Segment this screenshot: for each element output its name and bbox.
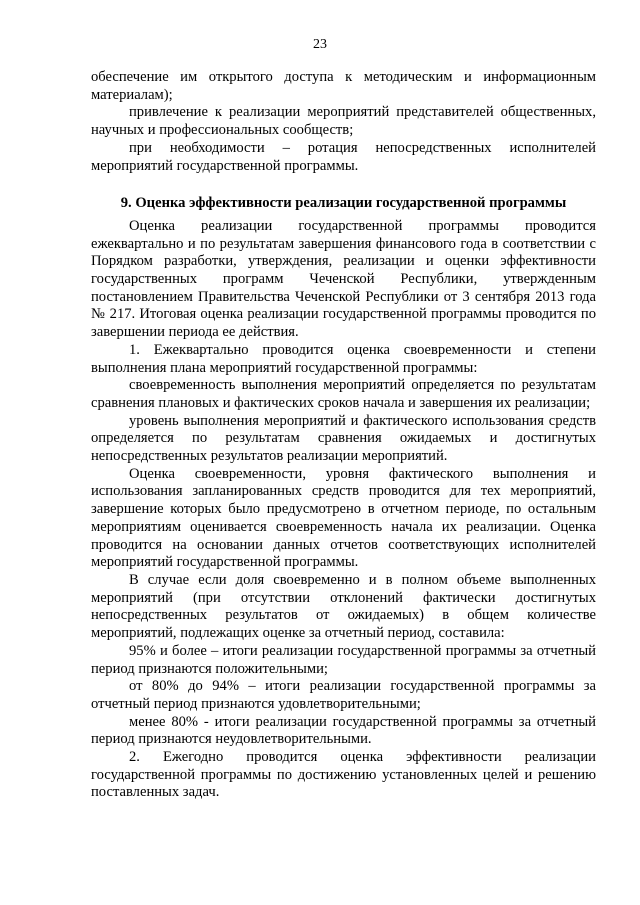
- page-number: 23: [313, 37, 327, 52]
- paragraph-evaluation-scope: Оценка своевременности, уровня фактического выполнения и использования запланированных средств проводится для тех мероприятий, завершение которых было предусмотрено в отчетном периоде, по остальным мероприятиям оценивается своевременность начала их реализации. Оценка проводится на основании данных отчетов соответствующих исполнителей мероприятий государственной программы.: [91, 465, 596, 571]
- paragraph-community-involvement: привлечение к реализации мероприятий представителей общественных, научных и профессиональных сообществ;: [91, 104, 596, 139]
- paragraph-completion-share: В случае если доля своевременно и в полном объеме выполненных мероприятий (при отсутствии отклонений фактически достигнутых непосредственных результатов от ожидаемых) в общем количестве мероприятий, подлежащих оценке за отчетный период, составила:: [91, 571, 596, 642]
- paragraph-positive-result: 95% и более – итоги реализации государственной программы за отчетный период признаются положительными;: [91, 642, 596, 677]
- paragraph-satisfactory-result: от 80% до 94% – итоги реализации государственной программы за отчетный период признаются удовлетворительными;: [91, 678, 596, 712]
- page-body: [91, 69, 596, 802]
- paragraph-annual-evaluation: 2. Ежегодно проводится оценка эффективности реализации государственной программы по достижению установленных целей и решению поставленных задач.: [91, 749, 596, 801]
- section-heading: 9. Оценка эффективности реализации государственной программы: [120, 195, 567, 212]
- paragraph-quarterly-evaluation: 1. Ежеквартально проводится оценка своевременности и степени выполнения плана мероприятий государственной программы:: [91, 341, 596, 376]
- paragraph-access-materials: обеспечение им открытого доступа к методическим и информационным материалам);: [91, 69, 596, 103]
- paragraph-executor-rotation: при необходимости – ротация непосредственных исполнителей мероприятий государственной программы.: [91, 139, 596, 174]
- paragraph-timeliness: своевременность выполнения мероприятий определяется по результатам сравнения плановых и фактических сроков начала и завершения их реализации;: [91, 377, 596, 411]
- paragraph-funds-usage: уровень выполнения мероприятий и фактического использования средств определяется по результатам сравнения ожидаемых и достигнутых непосредственных результатов реализации мероприятий.: [91, 412, 596, 465]
- paragraph-unsatisfactory-result: менее 80% - итоги реализации государственной программы за отчетный период признаются неудовлетворительными.: [91, 713, 596, 748]
- paragraph-evaluation-overview: Оценка реализации государственной программы проводится ежеквартально и по результатам завершения финансового года в соответствии с Порядком разработки, утверждения, реализации и оценки эффективности государственных программ Чеченской Республики, утвержденным постановлением Правительства Чеченской Республики от 3 сентября 2013 года № 217. Итоговая оценка реализации государственной программы проводится по завершении периода ее действия.: [91, 217, 596, 341]
